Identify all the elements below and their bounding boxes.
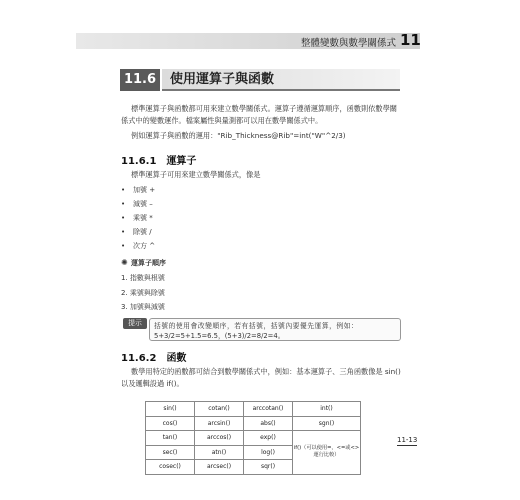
- order-heading-label: 運算子順序: [131, 259, 166, 267]
- table-cell: cosec(): [146, 460, 195, 475]
- section-number: 11.6: [120, 69, 160, 91]
- intro-line-2: 係式中的變數運作。檔案屬性與量測都可以用在數學關係式中。: [121, 116, 323, 125]
- table-cell: cos(): [146, 416, 195, 431]
- list-item-label: 乘號 *: [133, 214, 153, 222]
- list-item-label: 加號 +: [133, 186, 156, 194]
- list-item: [121, 199, 153, 209]
- tip-label: 提示: [123, 318, 147, 329]
- page-number: 11-13: [397, 436, 418, 444]
- tip-line-1: 括號的使用會改變順序，若有括號，括號內要優先運算，例如：: [154, 322, 359, 330]
- functions-intro-line-2: 以及邏輯設過 if()。: [121, 379, 184, 388]
- table-cell: sin(): [146, 402, 195, 417]
- list-item-label: 次方 ^: [133, 242, 156, 250]
- tip-box: [149, 318, 401, 341]
- table-cell-if: [293, 431, 361, 475]
- if-line-2: 運行比較）: [313, 452, 340, 459]
- list-item: 1. 指數與根號: [121, 274, 165, 282]
- subsection-number: 11.6.1: [121, 156, 157, 167]
- intro-line-1: 標準運算子與函數都可用來建立數學關係式。運算子遵循運算順序，函數則依數學關: [131, 104, 397, 113]
- functions-intro-line-1: 數學用特定的函數都可結合到數學關係式中，例如：基本運算子、三角函數像是 sin(): [131, 367, 401, 376]
- list-item: 3. 加號與減號: [121, 303, 165, 311]
- bullet-icon: •: [121, 186, 126, 194]
- subsection-operators-heading: [121, 152, 196, 167]
- bullet-icon: •: [121, 214, 126, 222]
- table-row: [146, 416, 361, 431]
- order-heading: [121, 258, 166, 268]
- bullet-icon: •: [121, 242, 126, 250]
- functions-table: [145, 401, 361, 475]
- list-item: [121, 213, 153, 223]
- table-cell: int(): [293, 402, 361, 417]
- subsection-title: 函數: [166, 353, 187, 364]
- list-item: [121, 241, 155, 251]
- if-line-1: if()（可以使用=，<=或<>: [293, 445, 360, 452]
- table-cell: atn(): [195, 445, 244, 460]
- table-cell: exp(): [244, 431, 293, 446]
- section-heading: [120, 69, 400, 91]
- list-item-label: 減號 –: [133, 200, 153, 208]
- table-cell: cotan(): [195, 402, 244, 417]
- intro-example: 例如運算子與函數的運用："Rib_Thickness@Rib"=int("W"^2/3): [131, 131, 346, 140]
- table-cell: sqr(): [244, 460, 293, 475]
- table-cell: sec(): [146, 445, 195, 460]
- table-cell: arccotan(): [244, 402, 293, 417]
- list-item: [121, 227, 152, 237]
- table-cell: arccos(): [195, 431, 244, 446]
- list-item-label: 除號 /: [133, 228, 152, 236]
- table-cell: abs(): [244, 416, 293, 431]
- section-title: 使用運算子與函數: [162, 69, 400, 91]
- table-row: [146, 402, 361, 417]
- table-cell: tan(): [146, 431, 195, 446]
- table-cell: log(): [244, 445, 293, 460]
- operators-intro: 標準運算子可用來建立數學關係式，像是: [131, 170, 261, 179]
- table-cell: sgn(): [293, 416, 361, 431]
- tip-note: [123, 318, 401, 340]
- subsection-title: 運算子: [166, 156, 197, 167]
- table-cell: arcsin(): [195, 416, 244, 431]
- bullet-icon: •: [121, 200, 126, 208]
- chapter-title: 整體變數與數學關係式: [300, 38, 396, 49]
- chapter-number: 11: [400, 31, 421, 49]
- list-item: 2. 乘號與除號: [121, 289, 165, 297]
- subsection-number: 11.6.2: [121, 353, 157, 364]
- bullet-icon: •: [121, 228, 126, 236]
- table-row: [146, 431, 361, 446]
- table-cell: arcsec(): [195, 460, 244, 475]
- subsection-functions-heading: [121, 349, 186, 364]
- gear-icon: ✺: [121, 258, 128, 267]
- list-item: [121, 185, 155, 195]
- tip-line-2: 5+3/2=5+1.5=6.5，(5+3)/2=8/2=4。: [154, 332, 285, 340]
